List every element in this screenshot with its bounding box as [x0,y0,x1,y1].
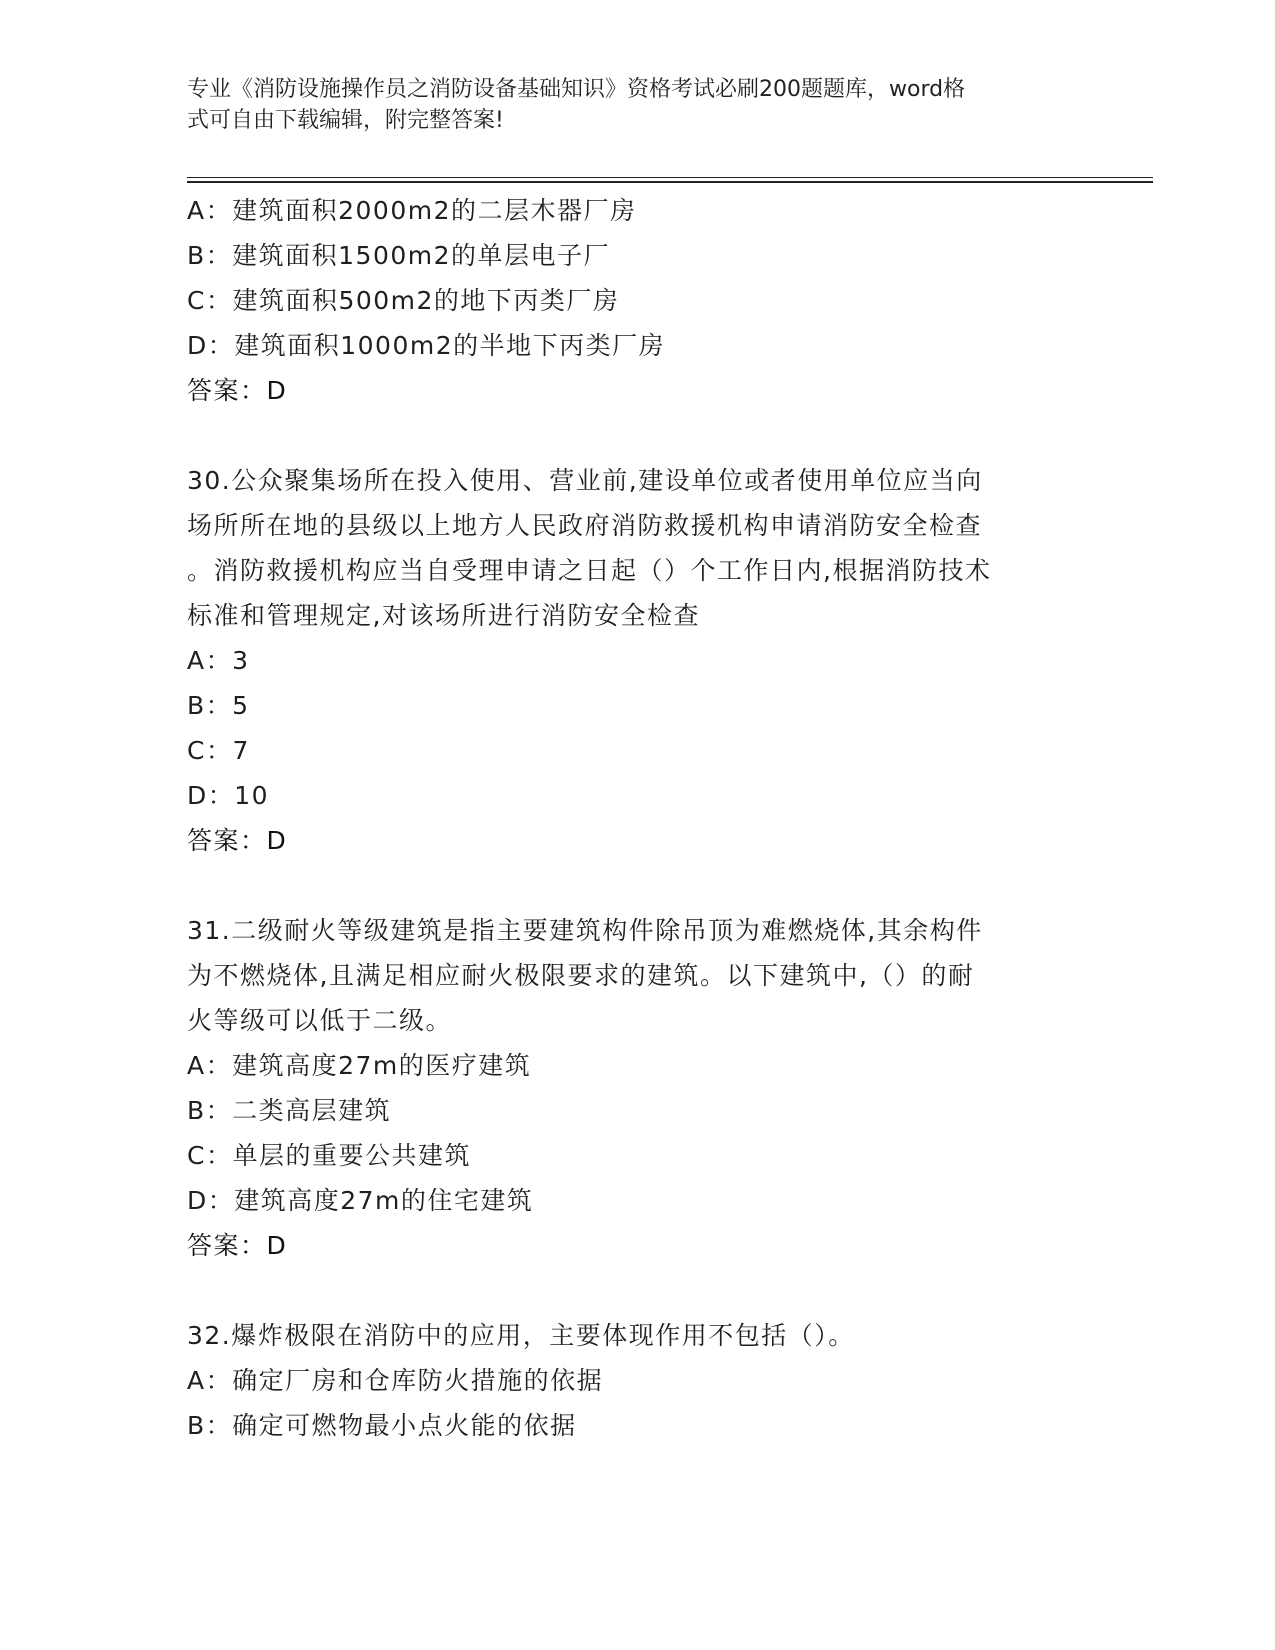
option-d: D：建筑高度27m的住宅建筑 [187,1186,534,1215]
question-stem-line: 为不燃烧体,且满足相应耐火极限要求的建筑。以下建筑中,（）的耐 [187,961,975,990]
question-stem-line: 标准和管理规定,对该场所进行消防安全检查 [187,601,700,630]
option-b: B：二类高层建筑 [187,1096,392,1125]
spacer [187,413,1087,458]
option-c: C：单层的重要公共建筑 [187,1141,471,1170]
spacer [187,1268,1087,1313]
document-header [187,74,1067,136]
option-a: A：建筑高度27m的医疗建筑 [187,1051,532,1080]
header-line-1: 专业《消防设施操作员之消防设备基础知识》资格考试必刷200题题库，word格 [187,77,966,102]
question-stem-line: 32.爆炸极限在消防中的应用，主要体现作用不包括（）。 [187,1321,855,1350]
option-d: D：10 [187,781,270,810]
answer: 答案：D [187,1231,288,1260]
question-30 [187,458,1087,863]
spacer [187,863,1087,908]
option-b: B：确定可燃物最小点火能的依据 [187,1411,577,1440]
answer: 答案：D [187,376,288,405]
question-stem-line: 。消防救援机构应当自受理申请之日起（）个工作日内,根据消防技术 [187,556,992,585]
option-a: A：建筑面积2000m2的二层木器厂房 [187,196,637,225]
option-b: B：5 [187,691,250,720]
option-c: C：建筑面积500m2的地下丙类厂房 [187,286,620,315]
header-line-2: 式可自由下载编辑，附完整答案! [187,108,504,133]
question-31 [187,908,1087,1268]
question-list [187,188,1087,1448]
option-c: C：7 [187,736,250,765]
header-rule-thick [187,181,1153,183]
question-32 [187,1313,1087,1448]
option-a: A：3 [187,646,250,675]
question-stem-line: 30.公众聚集场所在投入使用、营业前,建设单位或者使用单位应当向 [187,466,983,495]
question-stem-line: 火等级可以低于二级。 [187,1006,453,1035]
question-29 [187,188,1087,413]
answer: 答案：D [187,826,288,855]
option-b: B：建筑面积1500m2的单层电子厂 [187,241,611,270]
header-rule-thin [187,177,1153,178]
question-stem-line: 31.二级耐火等级建筑是指主要建筑构件除吊顶为难燃烧体,其余构件 [187,916,983,945]
option-d: D：建筑面积1000m2的半地下丙类厂房 [187,331,666,360]
option-a: A：确定厂房和仓库防火措施的依据 [187,1366,604,1395]
question-stem-line: 场所所在地的县级以上地方人民政府消防救援机构申请消防安全检查 [187,511,983,540]
